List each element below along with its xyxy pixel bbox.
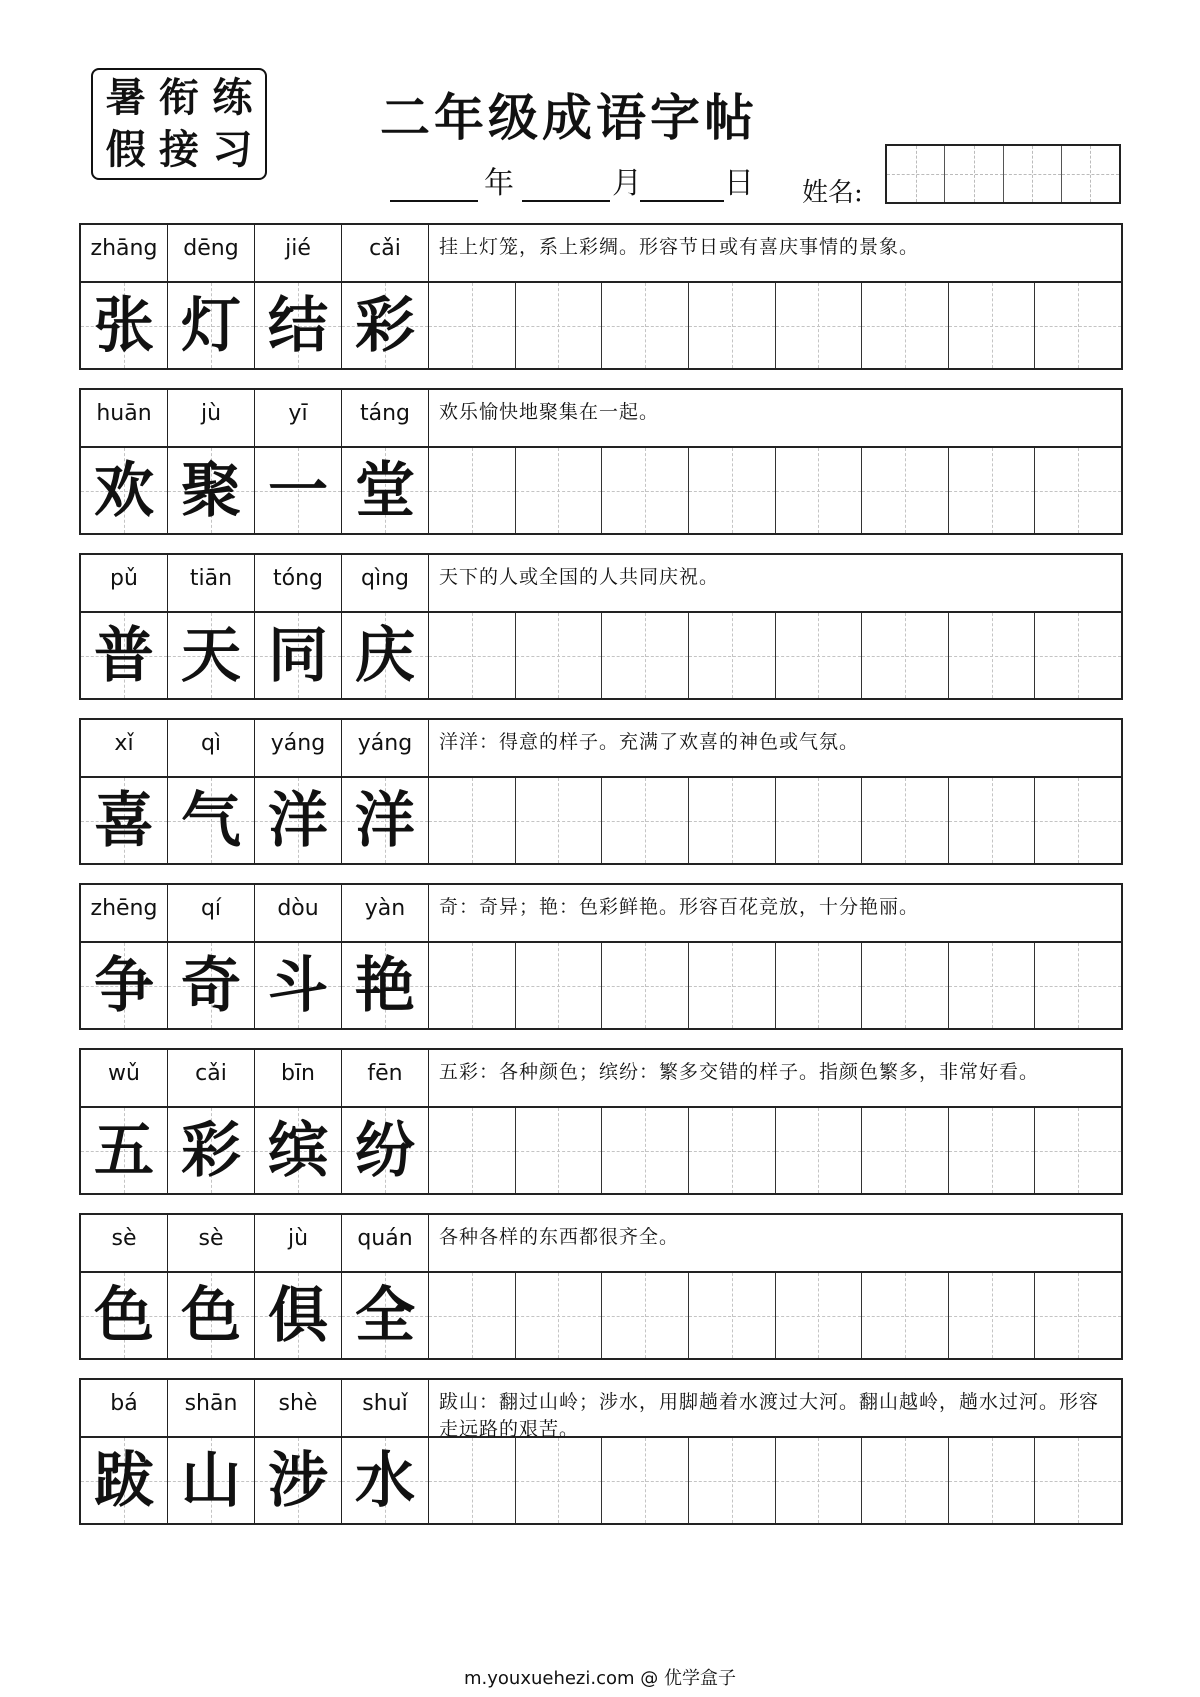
pinyin-cell: shè [255,1380,342,1436]
practice-grid [429,778,1121,863]
model-char-cell [342,1438,429,1523]
practice-cell[interactable] [516,778,603,863]
model-char-cell [81,448,168,533]
model-char: 水 [355,1445,415,1516]
practice-cell[interactable] [862,448,949,533]
practice-cell[interactable] [949,778,1036,863]
practice-cell[interactable] [689,613,776,698]
name-cell[interactable] [1003,146,1061,202]
model-char: 五 [94,1115,154,1186]
model-char-cell [168,613,255,698]
model-char: 气 [181,785,241,856]
practice-cell[interactable] [1035,448,1121,533]
practice-cell[interactable] [429,1438,516,1523]
pinyin-cell: dòu [255,885,342,941]
practice-cell[interactable] [1035,778,1121,863]
year-blank[interactable] [390,166,478,202]
idiom-meaning: 挂上灯笼，系上彩绸。形容节日或有喜庆事情的景象。 [439,236,920,258]
model-char: 洋 [268,785,328,856]
pinyin-cell: zhāng [81,225,168,281]
model-char-cell [168,283,255,368]
practice-cell[interactable] [429,943,516,1028]
badge-char: 暑 [105,74,146,121]
practice-cell[interactable] [429,283,516,368]
pinyin-row [81,390,1121,448]
practice-cell[interactable] [1035,1273,1121,1358]
writing-row [81,1438,1121,1523]
badge-char: 衔 [158,74,199,121]
model-char: 俱 [268,1280,328,1351]
badge-char: 假 [105,126,146,173]
practice-cell[interactable] [516,283,603,368]
practice-cell[interactable] [516,1108,603,1193]
model-char: 洋 [355,785,415,856]
pinyin-cell: tóng [255,555,342,611]
model-char-cell [168,943,255,1028]
writing-row [81,448,1121,533]
model-char: 堂 [355,455,415,526]
practice-cell[interactable] [602,448,689,533]
pinyin-cell: shān [168,1380,255,1436]
practice-cell[interactable] [949,943,1036,1028]
pinyin-cell: bīn [255,1050,342,1106]
month-label: 月 [612,166,642,201]
model-char: 奇 [181,950,241,1021]
practice-cell[interactable] [689,1108,776,1193]
model-char: 彩 [355,290,415,361]
practice-cell[interactable] [862,1273,949,1358]
practice-cell[interactable] [949,1438,1036,1523]
name-cell[interactable] [887,146,944,202]
practice-cell[interactable] [949,1108,1036,1193]
practice-cell[interactable] [1035,613,1121,698]
model-char-cell [255,778,342,863]
pinyin-row [81,1215,1121,1273]
pinyin-row [81,720,1121,778]
model-char-cell [168,1273,255,1358]
practice-cell[interactable] [776,283,863,368]
model-char-cell [255,1438,342,1523]
practice-cell[interactable] [689,943,776,1028]
practice-cell[interactable] [602,283,689,368]
model-char-cell [81,1273,168,1358]
model-char-cell [342,943,429,1028]
model-char: 缤 [268,1115,328,1186]
name-label: 姓名: [802,178,863,208]
model-char: 张 [94,290,154,361]
practice-cell[interactable] [776,1108,863,1193]
practice-grid [429,448,1121,533]
idiom-meaning: 欢乐愉快地聚集在一起。 [439,401,660,423]
model-char-cell [342,1108,429,1193]
model-char: 艳 [355,950,415,1021]
footer-watermark: m.youxuehezi.com @ 优学盒子 [463,1668,736,1689]
idiom-meaning: 跋山：翻过山岭；涉水，用脚趟着水渡过大河。翻山越岭，趟水过河。形容走远路的艰苦。 [439,1391,1100,1440]
idiom-block [79,1378,1123,1525]
idiom-block [79,1048,1123,1195]
pinyin-cell: zhēng [81,885,168,941]
practice-cell[interactable] [862,1438,949,1523]
pinyin-row [81,1050,1121,1108]
writing-row [81,943,1121,1028]
idiom-block [79,1213,1123,1360]
practice-cell[interactable] [1035,283,1121,368]
pinyin-row [81,885,1121,943]
model-char: 涉 [268,1445,328,1516]
pinyin-cell: bá [81,1380,168,1436]
practice-cell[interactable] [862,613,949,698]
name-field[interactable] [885,144,1121,204]
practice-cell[interactable] [862,1108,949,1193]
practice-cell[interactable] [862,778,949,863]
idiom-block [79,553,1123,700]
model-char-cell [168,1438,255,1523]
pinyin-cell: jù [255,1215,342,1271]
writing-row [81,283,1121,368]
day-blank[interactable] [640,166,724,202]
practice-cell[interactable] [602,1273,689,1358]
practice-cell[interactable] [862,943,949,1028]
practice-cell[interactable] [776,943,863,1028]
practice-cell[interactable] [949,613,1036,698]
badge-char: 练 [212,74,253,121]
pinyin-cell: jié [255,225,342,281]
name-cell[interactable] [944,146,1002,202]
model-char: 斗 [268,950,328,1021]
model-char: 庆 [355,620,415,691]
practice-cell[interactable] [776,1273,863,1358]
badge-char: 习 [212,126,253,173]
pinyin-cell: xǐ [81,720,168,776]
practice-cell[interactable] [689,1273,776,1358]
model-char-cell [168,1108,255,1193]
pinyin-cell: cǎi [342,225,429,281]
practice-cell[interactable] [429,1273,516,1358]
practice-cell[interactable] [776,448,863,533]
model-char-cell [255,448,342,533]
page-title: 二年级成语字帖 [380,89,758,147]
idiom-meaning: 洋洋：得意的样子。充满了欢喜的神色或气氛。 [439,731,860,753]
model-char-cell [168,778,255,863]
practice-cell[interactable] [949,283,1036,368]
pinyin-cell: dēng [168,225,255,281]
model-char-cell [81,613,168,698]
pinyin-cell: fēn [342,1050,429,1106]
pinyin-cell: tiān [168,555,255,611]
practice-cell[interactable] [689,448,776,533]
practice-cell[interactable] [1035,1108,1121,1193]
model-char-cell [81,1108,168,1193]
practice-grid [429,613,1121,698]
writing-row [81,1273,1121,1358]
practice-cell[interactable] [776,1438,863,1523]
pinyin-cell: pǔ [81,555,168,611]
practice-grid [429,1438,1121,1523]
model-char: 跋 [94,1445,154,1516]
practice-cell[interactable] [516,613,603,698]
model-char-cell [255,943,342,1028]
practice-cell[interactable] [689,778,776,863]
model-char: 色 [181,1280,241,1351]
month-blank[interactable] [522,166,610,202]
pinyin-cell: sè [81,1215,168,1271]
writing-row [81,613,1121,698]
pinyin-cell: wǔ [81,1050,168,1106]
practice-grid [429,1108,1121,1193]
practice-cell[interactable] [602,1438,689,1523]
model-char: 聚 [181,455,241,526]
pinyin-cell: cǎi [168,1050,255,1106]
pinyin-row [81,225,1121,283]
pinyin-cell: shuǐ [342,1380,429,1436]
practice-cell[interactable] [776,778,863,863]
idiom-meaning: 各种各样的东西都很齐全。 [439,1226,680,1248]
model-char: 一 [268,455,328,526]
practice-cell[interactable] [516,943,603,1028]
model-char: 欢 [94,455,154,526]
practice-cell[interactable] [429,613,516,698]
model-char: 全 [355,1280,415,1351]
model-char: 结 [268,290,328,361]
pinyin-cell: jù [168,390,255,446]
writing-row [81,778,1121,863]
practice-grid [429,943,1121,1028]
model-char: 纷 [355,1115,415,1186]
practice-cell[interactable] [602,613,689,698]
model-char-cell [342,448,429,533]
idiom-block [79,388,1123,535]
model-char-cell [342,1273,429,1358]
name-cell[interactable] [1061,146,1119,202]
practice-cell[interactable] [602,778,689,863]
pinyin-cell: huān [81,390,168,446]
model-char-cell [81,1438,168,1523]
model-char-cell [168,448,255,533]
model-char-cell [342,613,429,698]
idiom-meaning: 五彩：各种颜色；缤纷：繁多交错的样子。指颜色繁多，非常好看。 [439,1061,1040,1083]
model-char-cell [81,283,168,368]
model-char: 争 [94,950,154,1021]
practice-cell[interactable] [776,613,863,698]
pinyin-cell: yàn [342,885,429,941]
practice-cell[interactable] [516,1438,603,1523]
practice-cell[interactable] [429,448,516,533]
model-char-cell [81,778,168,863]
pinyin-cell: yáng [255,720,342,776]
pinyin-cell: quán [342,1215,429,1271]
summer-bridge-badge [91,68,267,180]
model-char: 普 [94,620,154,691]
pinyin-cell: táng [342,390,429,446]
practice-cell[interactable] [516,1273,603,1358]
practice-cell[interactable] [689,283,776,368]
pinyin-cell: yī [255,390,342,446]
pinyin-cell: qí [168,885,255,941]
model-char-cell [81,943,168,1028]
pinyin-row [81,555,1121,613]
pinyin-cell: qìng [342,555,429,611]
idiom-meaning: 天下的人或全国的人共同庆祝。 [439,566,720,588]
model-char: 同 [268,620,328,691]
practice-cell[interactable] [949,1273,1036,1358]
model-char-cell [255,283,342,368]
practice-cell[interactable] [949,448,1036,533]
practice-cell[interactable] [1035,943,1121,1028]
day-label: 日 [724,166,754,201]
model-char: 灯 [181,290,241,361]
idiom-block [79,223,1123,370]
model-char-cell [342,778,429,863]
practice-cell[interactable] [429,1108,516,1193]
model-char-cell [255,1273,342,1358]
practice-grid [429,283,1121,368]
practice-cell[interactable] [602,943,689,1028]
idiom-block [79,718,1123,865]
badge-char: 接 [158,126,199,173]
pinyin-cell: yáng [342,720,429,776]
practice-cell[interactable] [602,1108,689,1193]
model-char-cell [342,283,429,368]
model-char-cell [255,1108,342,1193]
model-char: 喜 [94,785,154,856]
practice-cell[interactable] [429,778,516,863]
model-char: 天 [181,620,241,691]
idiom-block [79,883,1123,1030]
year-label: 年 [484,166,514,201]
practice-grid [429,1273,1121,1358]
practice-cell[interactable] [689,1438,776,1523]
pinyin-cell: sè [168,1215,255,1271]
practice-cell[interactable] [516,448,603,533]
model-char: 山 [181,1445,241,1516]
writing-row [81,1108,1121,1193]
practice-cell[interactable] [1035,1438,1121,1523]
pinyin-row [81,1380,1121,1438]
model-char: 彩 [181,1115,241,1186]
model-char: 色 [94,1280,154,1351]
pinyin-cell: qì [168,720,255,776]
model-char-cell [255,613,342,698]
idiom-meaning: 奇：奇异；艳：色彩鲜艳。形容百花竞放，十分艳丽。 [439,896,920,918]
practice-cell[interactable] [862,283,949,368]
